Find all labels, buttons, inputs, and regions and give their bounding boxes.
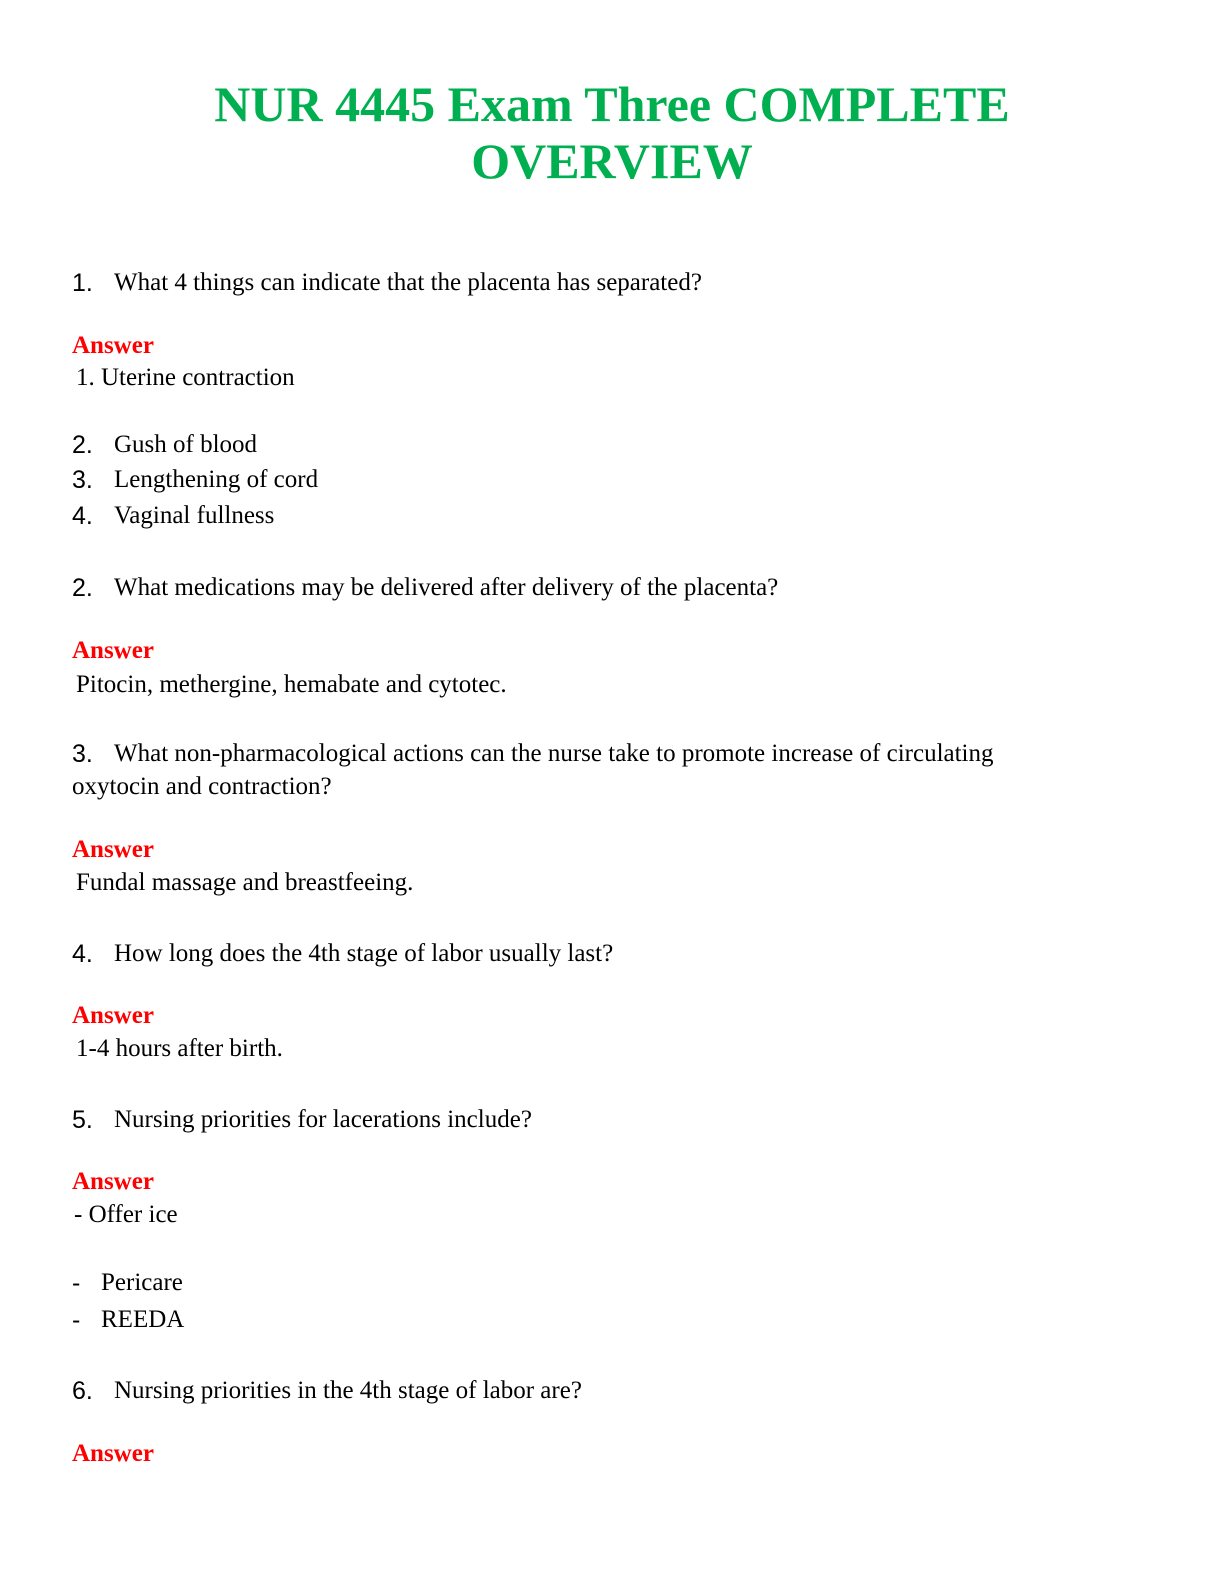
question-number: 5. <box>72 1106 93 1134</box>
answer-text: 1. Uterine contraction <box>76 364 295 391</box>
answer-item-number: 2. <box>72 431 93 459</box>
question-number: 4. <box>72 940 93 968</box>
answer-text: 1-4 hours after birth. <box>76 1035 283 1062</box>
question-number: 2. <box>72 574 93 602</box>
question-number: 1. <box>72 269 93 297</box>
question-text: Nursing priorities for lacerations include? <box>114 1106 532 1133</box>
question-text: What medications may be delivered after delivery of the placenta? <box>114 574 779 601</box>
answer-item-text: REEDA <box>101 1306 185 1333</box>
answer-item-text: Lengthening of cord <box>114 466 319 493</box>
title-line-1: NUR 4445 Exam Three COMPLETE <box>214 76 1010 132</box>
answer-label: Answer <box>72 1168 154 1195</box>
answer-bullet: - <box>72 1269 81 1297</box>
question-text: What 4 things can indicate that the placenta has separated? <box>114 269 702 296</box>
question-number: 3. <box>72 740 93 768</box>
answer-item-number: 3. <box>72 466 93 494</box>
answer-bullet: - <box>72 1306 81 1334</box>
question-text: How long does the 4th stage of labor usually last? <box>114 940 614 967</box>
question-text: Nursing priorities in the 4th stage of labor are? <box>114 1377 582 1404</box>
answer-item-number: 4. <box>72 502 93 530</box>
answer-text: Fundal massage and breastfeeing. <box>76 869 414 896</box>
answer-label: Answer <box>72 637 154 664</box>
question-number: 6. <box>72 1377 93 1405</box>
answer-item-text: Pericare <box>101 1269 183 1296</box>
answer-label: Answer <box>72 1440 154 1467</box>
answer-label: Answer <box>72 836 154 863</box>
answer-text: Pitocin, methergine, hemabate and cytotec. <box>76 671 507 698</box>
answer-item-text: Vaginal fullness <box>114 502 275 529</box>
question-text-line-1: What non-pharmacological actions can the nurse take to promote increase of circulating <box>114 740 994 767</box>
answer-label: Answer <box>72 1002 154 1029</box>
answer-item-text: Gush of blood <box>114 431 258 458</box>
answer-label: Answer <box>72 332 154 359</box>
answer-text: - Offer ice <box>74 1201 178 1228</box>
question-text-line-2: oxytocin and contraction? <box>72 773 332 800</box>
title-line-2: OVERVIEW <box>471 133 753 189</box>
